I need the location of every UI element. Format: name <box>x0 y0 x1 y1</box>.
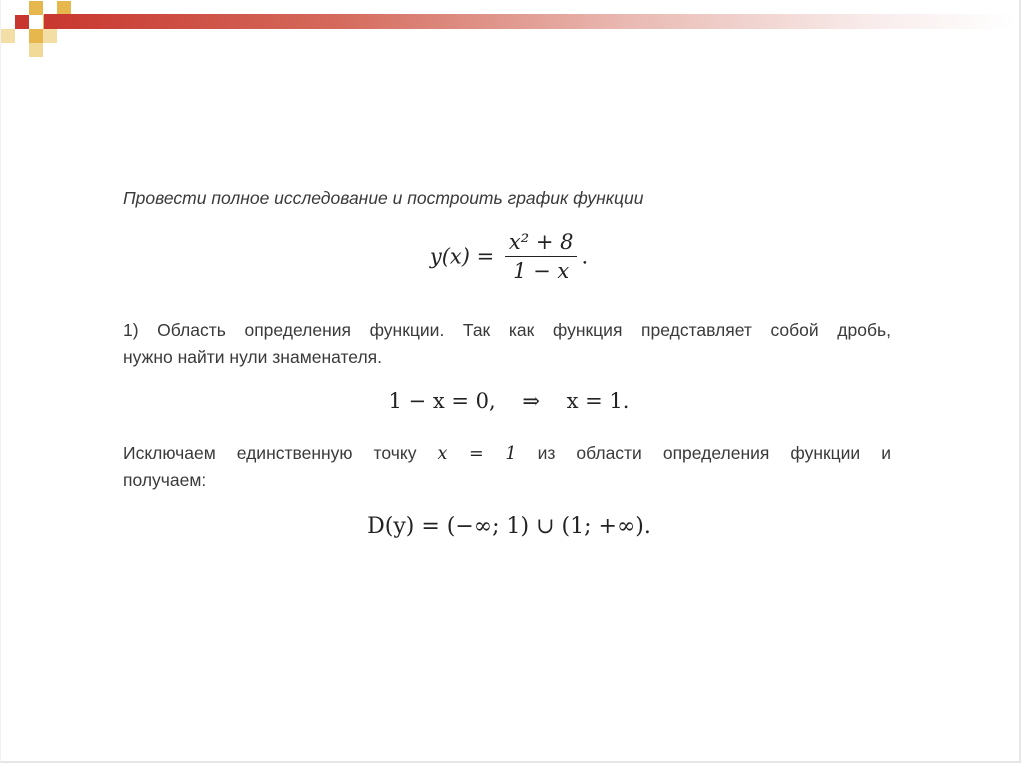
decor-square-light <box>1 29 15 43</box>
formula-lhs: y(x) = <box>429 244 495 269</box>
header-bar <box>44 14 1016 29</box>
decor-square-light <box>29 43 43 57</box>
decor-square-gold <box>29 1 43 15</box>
step1-paragraph <box>123 317 891 344</box>
step1-paragraph-end <box>123 344 891 371</box>
formula-fraction <box>505 230 578 283</box>
exclude-line1 <box>123 440 891 468</box>
formula-numerator: x² + 8 <box>505 230 578 257</box>
function-formula <box>0 230 1018 292</box>
step1-line1: 1) Область определения функции. Так как функция представляет собой дробь, <box>123 320 891 340</box>
exclude-paragraph-end <box>123 467 891 494</box>
exclude-line2: получаем: <box>123 470 207 490</box>
exclude-line1-start: Исключаем единственную точку <box>123 443 417 463</box>
formula-denominator: 1 − x <box>513 259 570 283</box>
decor-square-gold <box>57 1 71 15</box>
decor-square-light <box>43 29 57 43</box>
exclude-math: x = 1 <box>437 444 517 464</box>
equation-denominator-zero: 1 − x = 0, ⇒ x = 1. <box>388 389 630 413</box>
domain-formula: D(y) = (−∞; 1) ∪ (1; +∞). <box>367 514 651 539</box>
formula-period: . <box>581 244 589 269</box>
decor-square-red <box>15 15 29 29</box>
step1-line2: нужно найти нули знаменателя. <box>123 347 382 367</box>
decor-square-gold <box>29 29 43 43</box>
exclude-paragraph <box>123 440 891 468</box>
exclude-line1-end: из области определения функции и <box>537 443 891 463</box>
task-text: Провести полное исследование и построить график функции <box>123 188 644 208</box>
